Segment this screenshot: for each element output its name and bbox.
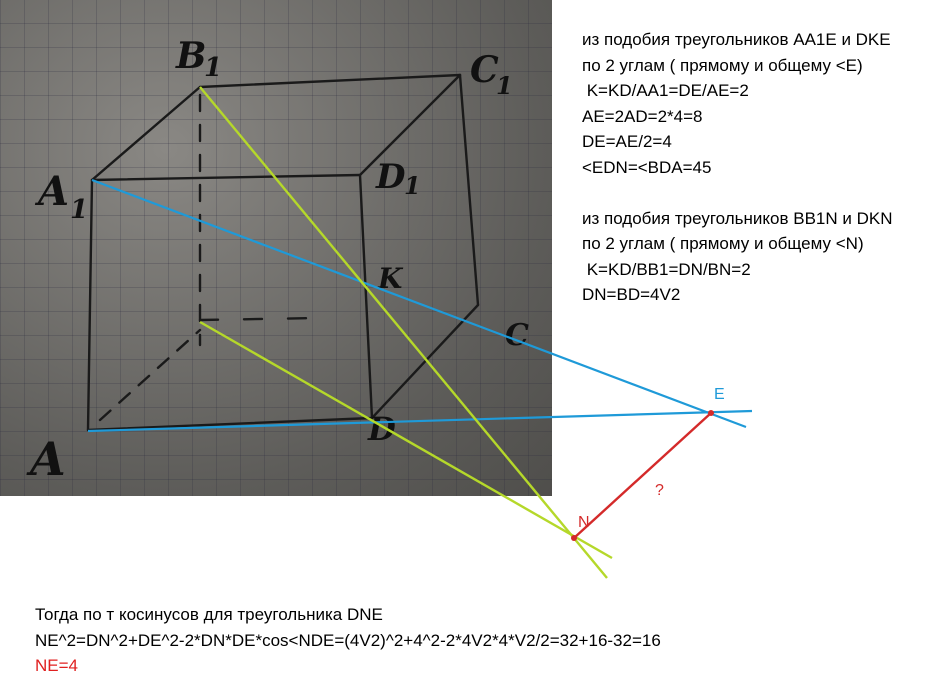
label-n: N xyxy=(578,514,590,531)
edge-a1-d1 xyxy=(92,175,360,180)
label-a: A xyxy=(30,432,66,486)
line-a-e xyxy=(88,411,752,431)
segment-ne xyxy=(574,413,711,538)
note-line: Тогда по т косинусов для треугольника DNE xyxy=(35,605,383,624)
edge-a1-a xyxy=(88,180,92,430)
note-line: из подобия треугольников BB1N и DKN xyxy=(582,208,893,228)
note-line: NE^2=DN^2+DE^2-2*DN*DE*cos<NDE=(4V2)^2+4^2-2*4V2*4*V2/2=32+16-32=16 xyxy=(35,630,661,650)
edge-c1-c xyxy=(460,75,478,305)
point-n xyxy=(571,535,577,541)
green-lines xyxy=(200,87,612,578)
edge-b-c-hidden xyxy=(200,318,320,320)
label-a1-subscript: 1 xyxy=(70,195,89,225)
note-line: K=KD/AA1=DE/AE=2 xyxy=(582,81,749,100)
edge-a1-b1 xyxy=(92,87,200,180)
label-b1: B xyxy=(176,35,207,77)
edge-d1-d xyxy=(360,175,372,418)
label-c: C xyxy=(505,318,529,353)
label-k: K xyxy=(378,262,403,295)
label-d1-subscript: 1 xyxy=(404,171,421,200)
label-e: E xyxy=(714,386,725,403)
answer-line: NE=4 xyxy=(35,656,78,675)
note-line: AE=2AD=2*4=8 xyxy=(582,106,703,126)
note-line xyxy=(582,180,893,206)
solution-notes-bottom xyxy=(35,602,661,679)
note-line: по 2 углам ( прямому и общему <E) xyxy=(582,55,863,75)
note-line: из подобия треугольников AA1E и DKE xyxy=(582,30,891,49)
label-d1: D xyxy=(376,157,406,197)
line-b-n xyxy=(200,322,612,558)
label-a1: A xyxy=(38,168,70,215)
label-question: ? xyxy=(655,482,664,499)
note-line: <EDN=<BDA=45 xyxy=(582,157,712,177)
label-b1-subscript: 1 xyxy=(204,53,223,83)
note-line: K=KD/BB1=DN/BN=2 xyxy=(582,259,751,279)
label-c1: C xyxy=(470,49,499,91)
note-line: по 2 углам ( прямому и общему <N) xyxy=(582,234,864,253)
label-c1-subscript: 1 xyxy=(496,71,513,100)
edge-b1-c1 xyxy=(200,75,460,87)
note-line: DE=AE/2=4 xyxy=(582,132,672,151)
solution-notes-top xyxy=(582,27,893,308)
label-d: D xyxy=(368,410,396,448)
edge-a-b-hidden xyxy=(100,330,200,420)
note-line: DN=BD=4V2 xyxy=(582,285,681,304)
point-e xyxy=(708,410,714,416)
edge-d1-c1 xyxy=(360,75,460,175)
edge-d-c xyxy=(372,305,478,418)
